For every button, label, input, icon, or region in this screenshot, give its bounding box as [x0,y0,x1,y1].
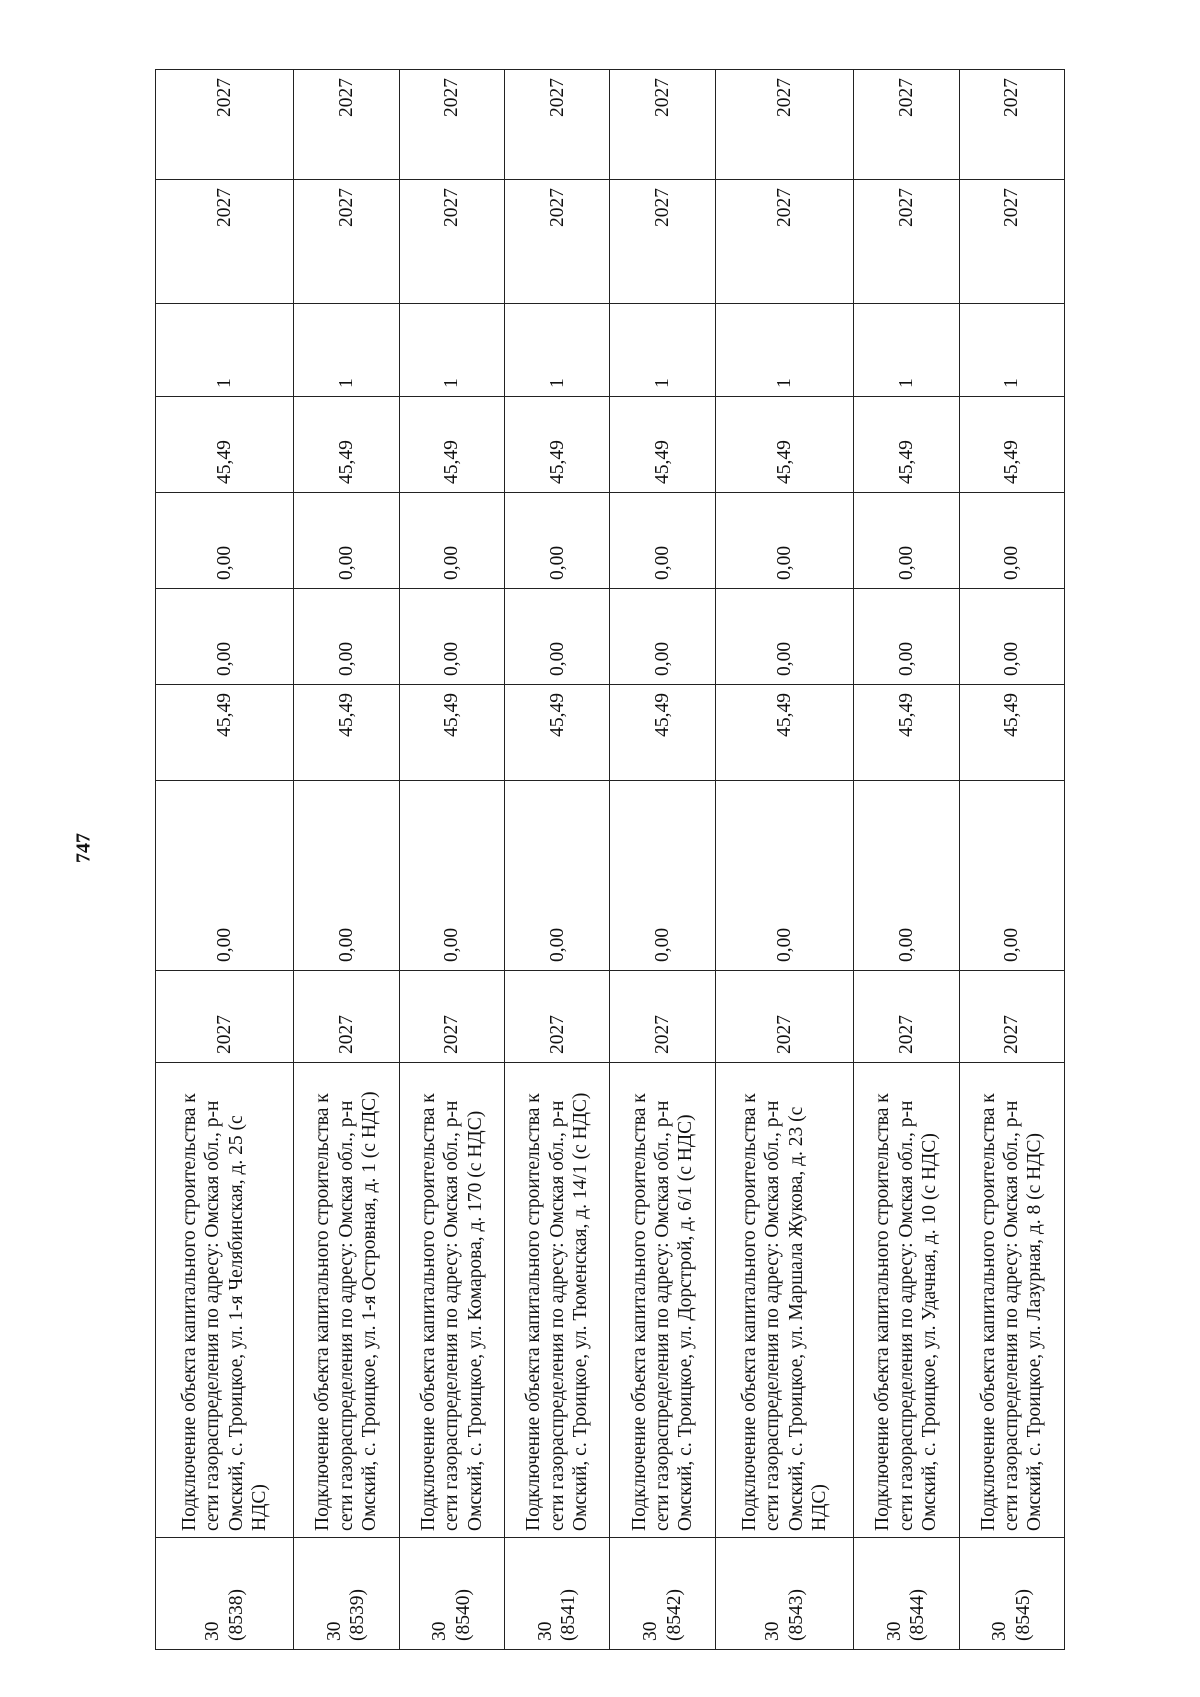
start-year-cell: 2027 [294,180,399,304]
row-number-cell: 30 (8538) [156,1538,294,1650]
table-row [715,70,853,1650]
quantity-cell: 1 [505,304,610,397]
value-cell-1: 0,00 [399,781,504,971]
end-year-cell: 2027 [294,70,399,180]
row-number-cell: 30 (8543) [715,1538,853,1650]
quantity-cell: 1 [610,304,715,397]
table-row [399,70,504,1650]
value-cell-4: 0,00 [959,493,1064,589]
quantity-cell: 1 [294,304,399,397]
description-cell: Подключение объекта капитального строительства к сети газораспределения по адресу: Омская обл., р-н Омский, с. Троицкое, ул. Тюменская, д. 14/1 (с НДС) [505,1063,610,1538]
table-row [294,70,399,1650]
year-cell: 2027 [156,971,294,1063]
description-cell: Подключение объекта капитального строительства к сети газораспределения по адресу: Омская обл., р-н Омский, с. Троицкое, ул. Маршала Жукова, д. 23 (с НДС) [715,1063,853,1538]
table-row [959,70,1064,1650]
end-year-cell: 2027 [610,70,715,180]
start-year-cell: 2027 [959,180,1064,304]
value-cell-2: 45,49 [959,685,1064,781]
row-number-cell: 30 (8542) [610,1538,715,1650]
value-cell-3: 0,00 [505,589,610,685]
value-cell-1: 0,00 [610,781,715,971]
value-cell-4: 0,00 [399,493,504,589]
description-cell: Подключение объекта капитального строительства к сети газораспределения по адресу: Омская обл., р-н Омский, с. Троицкое, ул. Комарова, д. 170 (с НДС) [399,1063,504,1538]
investment-table [155,69,1065,1650]
start-year-cell: 2027 [399,180,504,304]
value-cell-1: 0,00 [294,781,399,971]
end-year-cell: 2027 [156,70,294,180]
value-cell-5: 45,49 [505,397,610,493]
row-number-cell: 30 (8540) [399,1538,504,1650]
quantity-cell: 1 [854,304,959,397]
value-cell-5: 45,49 [854,397,959,493]
year-cell: 2027 [294,971,399,1063]
value-cell-2: 45,49 [715,685,853,781]
quantity-cell: 1 [959,304,1064,397]
quantity-cell: 1 [399,304,504,397]
description-cell: Подключение объекта капитального строительства к сети газораспределения по адресу: Омская обл., р-н Омский, с. Троицкое, ул. Удачная, д. 10 (с НДС) [854,1063,959,1538]
year-cell: 2027 [505,971,610,1063]
year-cell: 2027 [959,971,1064,1063]
value-cell-2: 45,49 [294,685,399,781]
value-cell-4: 0,00 [715,493,853,589]
value-cell-4: 0,00 [854,493,959,589]
description-cell: Подключение объекта капитального строительства к сети газораспределения по адресу: Омская обл., р-н Омский, с. Троицкое, ул. Дорстрой, д. 6/1 (с НДС) [610,1063,715,1538]
value-cell-5: 45,49 [399,397,504,493]
table-row [505,70,610,1650]
table-body [156,70,1065,1650]
value-cell-3: 0,00 [156,589,294,685]
page-number: 747 [72,833,95,863]
value-cell-1: 0,00 [959,781,1064,971]
value-cell-4: 0,00 [610,493,715,589]
rotated-table-container [155,70,1065,1650]
description-cell: Подключение объекта капитального строительства к сети газораспределения по адресу: Омская обл., р-н Омский, с. Троицкое, ул. 1-я Островная, д. 1 (с НДС) [294,1063,399,1538]
value-cell-5: 45,49 [610,397,715,493]
value-cell-4: 0,00 [505,493,610,589]
start-year-cell: 2027 [854,180,959,304]
value-cell-3: 0,00 [854,589,959,685]
start-year-cell: 2027 [156,180,294,304]
row-number-cell: 30 (8539) [294,1538,399,1650]
table-row [156,70,294,1650]
description-cell: Подключение объекта капитального строительства к сети газораспределения по адресу: Омская обл., р-н Омский, с. Троицкое, ул. 1-я Челябинская, д. 25 (с НДС) [156,1063,294,1538]
end-year-cell: 2027 [959,70,1064,180]
value-cell-2: 45,49 [156,685,294,781]
value-cell-2: 45,49 [610,685,715,781]
value-cell-1: 0,00 [854,781,959,971]
value-cell-1: 0,00 [156,781,294,971]
year-cell: 2027 [854,971,959,1063]
end-year-cell: 2027 [715,70,853,180]
value-cell-3: 0,00 [715,589,853,685]
row-number-cell: 30 (8544) [854,1538,959,1650]
value-cell-5: 45,49 [715,397,853,493]
value-cell-2: 45,49 [505,685,610,781]
end-year-cell: 2027 [505,70,610,180]
row-number-cell: 30 (8541) [505,1538,610,1650]
year-cell: 2027 [399,971,504,1063]
table-row [610,70,715,1650]
description-cell: Подключение объекта капитального строительства к сети газораспределения по адресу: Омская обл., р-н Омский, с. Троицкое, ул. Лазурная, д. 8 (с НДС) [959,1063,1064,1538]
end-year-cell: 2027 [399,70,504,180]
value-cell-3: 0,00 [610,589,715,685]
year-cell: 2027 [715,971,853,1063]
value-cell-1: 0,00 [505,781,610,971]
value-cell-4: 0,00 [294,493,399,589]
value-cell-2: 45,49 [854,685,959,781]
row-number-cell: 30 (8545) [959,1538,1064,1650]
value-cell-5: 45,49 [959,397,1064,493]
value-cell-5: 45,49 [156,397,294,493]
start-year-cell: 2027 [505,180,610,304]
value-cell-2: 45,49 [399,685,504,781]
table-row [854,70,959,1650]
quantity-cell: 1 [715,304,853,397]
quantity-cell: 1 [156,304,294,397]
start-year-cell: 2027 [610,180,715,304]
value-cell-3: 0,00 [959,589,1064,685]
value-cell-3: 0,00 [399,589,504,685]
end-year-cell: 2027 [854,70,959,180]
value-cell-5: 45,49 [294,397,399,493]
year-cell: 2027 [610,971,715,1063]
start-year-cell: 2027 [715,180,853,304]
value-cell-1: 0,00 [715,781,853,971]
value-cell-3: 0,00 [294,589,399,685]
value-cell-4: 0,00 [156,493,294,589]
